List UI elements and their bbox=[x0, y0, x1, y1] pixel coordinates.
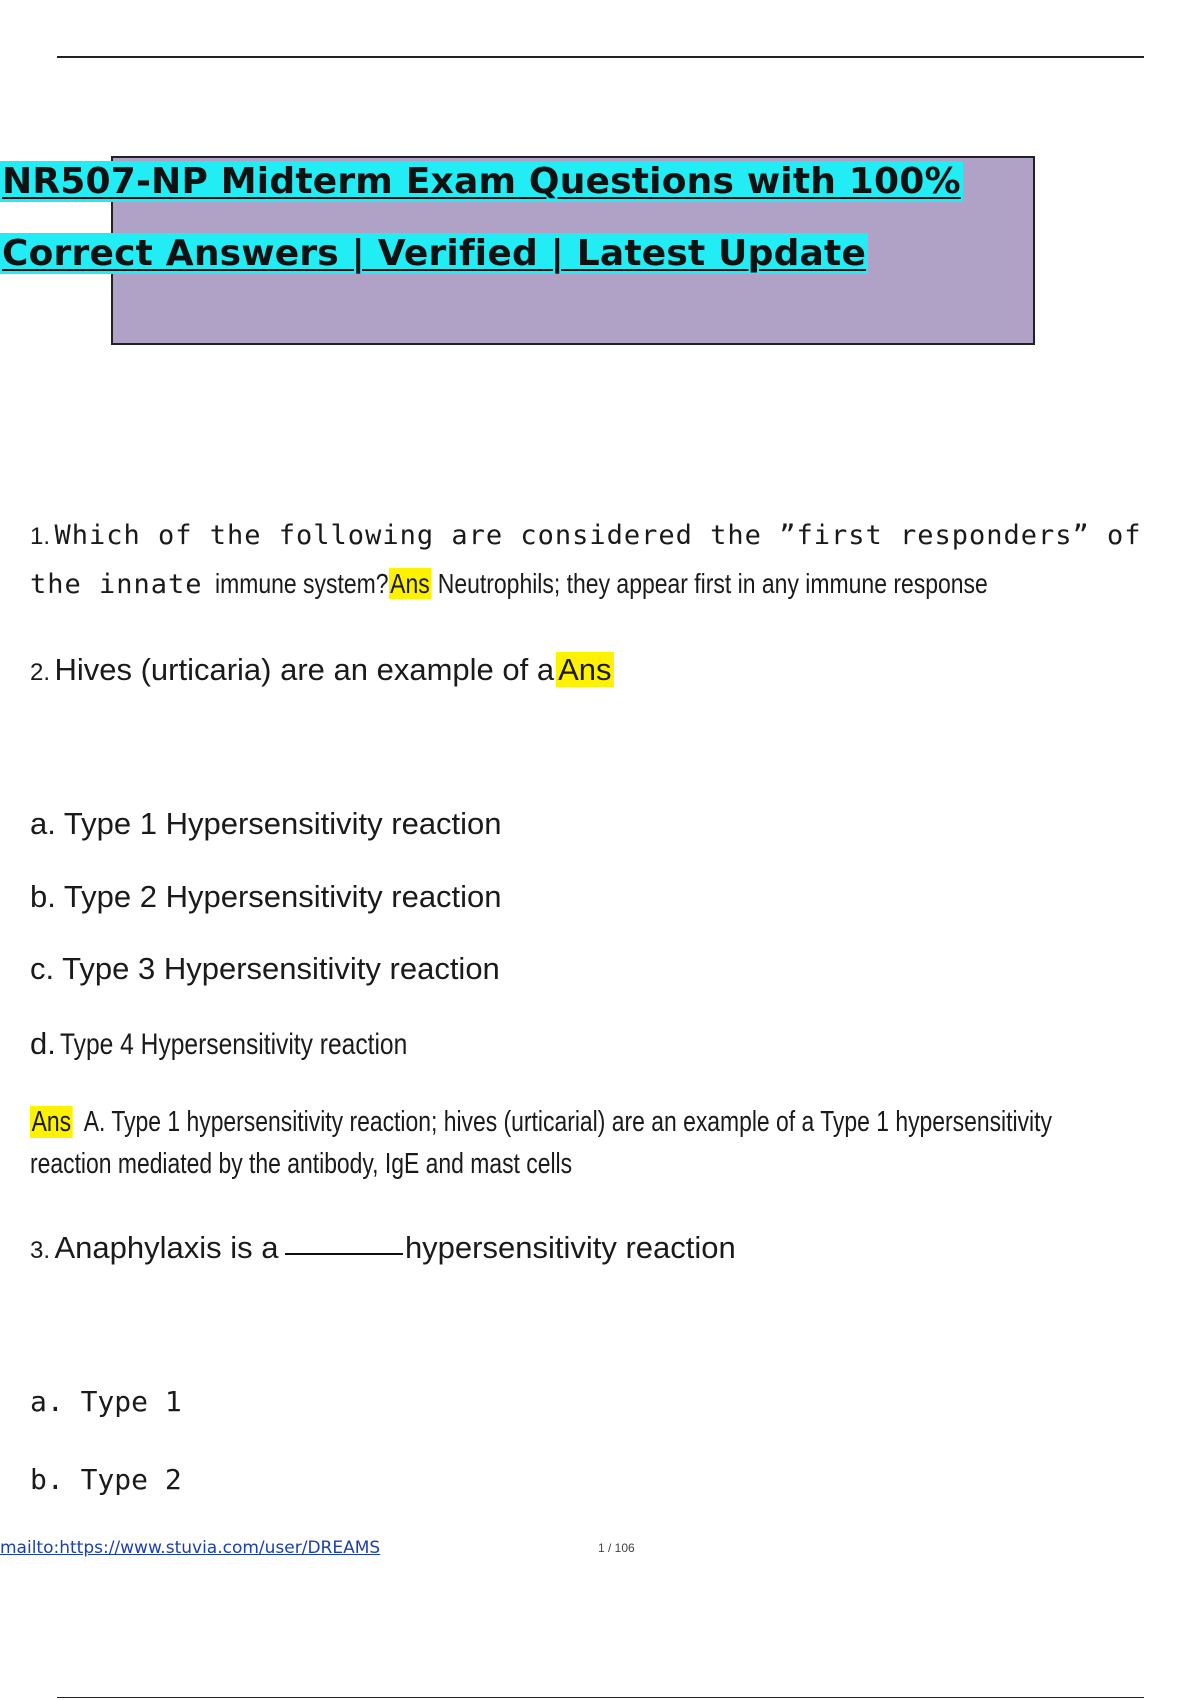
document-title-line-2: Correct Answers | Verified | Latest Update bbox=[2, 233, 867, 274]
question-text: Hives (urticaria) are an example of a bbox=[54, 652, 555, 687]
answer-blank bbox=[285, 1253, 403, 1255]
question-text: Anaphylaxis is a bbox=[54, 1230, 279, 1265]
page-number: 1 / 106 bbox=[598, 1541, 635, 1555]
option-a: a. Type 1 Hypersensitivity reaction bbox=[30, 806, 502, 841]
question-number: 3. bbox=[30, 1237, 51, 1264]
answer-2-line-2 bbox=[30, 1148, 716, 1181]
question-number: 2. bbox=[30, 659, 51, 686]
answer-text: Neutrophils; they appear first in any immune response bbox=[437, 568, 988, 599]
answer-label: Ans bbox=[31, 1106, 72, 1138]
answer-text: reaction mediated by the antibody, IgE and mast cells bbox=[30, 1148, 573, 1180]
option-b: b. Type 2 bbox=[30, 1463, 182, 1496]
option-d bbox=[30, 1026, 484, 1062]
answer-label: Ans bbox=[558, 652, 612, 687]
question-1-line-1 bbox=[30, 520, 1142, 551]
option-prefix: d. bbox=[30, 1026, 56, 1061]
question-3 bbox=[30, 1230, 736, 1266]
footer-link[interactable]: mailto:https://www.stuvia.com/user/DREAMS bbox=[0, 1538, 381, 1558]
top-rule bbox=[57, 56, 1144, 58]
question-text: the innate bbox=[30, 569, 203, 600]
option-a: a. Type 1 bbox=[30, 1385, 182, 1418]
option-c: c. Type 3 Hypersensitivity reaction bbox=[30, 951, 500, 986]
question-number: 1. bbox=[30, 523, 51, 550]
question-2 bbox=[30, 652, 614, 688]
answer-2-line-1 bbox=[30, 1106, 1200, 1139]
question-text: immune system? bbox=[215, 568, 389, 599]
document-title-line-1: NR507-NP Midterm Exam Questions with 100% bbox=[2, 161, 961, 202]
option-b: b. Type 2 Hypersensitivity reaction bbox=[30, 879, 502, 914]
answer-text: A. Type 1 hypersensitivity reaction; hives (urticarial) are an example of a Type 1 hypersensitivity bbox=[83, 1106, 1052, 1138]
bottom-rule bbox=[57, 1697, 1144, 1698]
question-1-line-2 bbox=[30, 568, 1157, 600]
answer-label: Ans bbox=[390, 568, 430, 599]
question-text: Which of the following are considered the ”first responders” of bbox=[54, 520, 1142, 551]
question-text: hypersensitivity reaction bbox=[404, 1230, 736, 1265]
option-text: Type 4 Hypersensitivity reaction bbox=[60, 1028, 408, 1061]
